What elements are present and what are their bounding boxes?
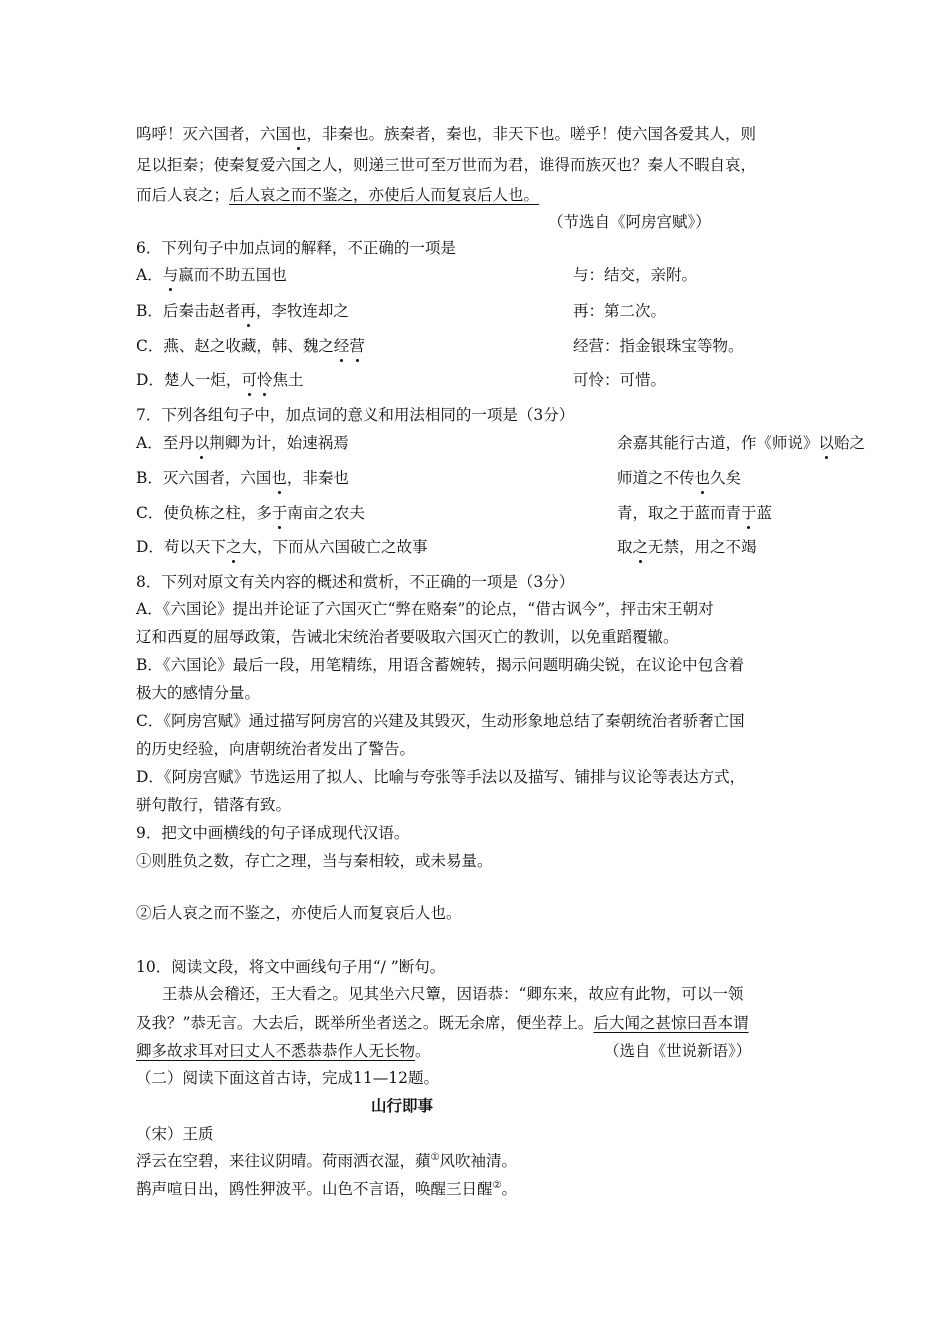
text: 久矣 (710, 469, 742, 487)
q7-stem: 7．下列各组句子中，加点词的意义和用法相同的一项是（3分） (136, 406, 575, 424)
dotted-word: 以 (818, 434, 835, 452)
text: 师道之不传 (617, 469, 695, 487)
q7-option-c (136, 503, 773, 523)
q7-option-c-right (617, 503, 772, 523)
q10-source: （选自《世说新语》） (604, 1042, 752, 1060)
text: 荆卿为计，始速祸焉 (209, 434, 349, 452)
dotted-word: 以 (193, 434, 210, 452)
dotted-word: 也 (271, 469, 287, 487)
text: ，非秦也 (286, 469, 349, 487)
text: D．苟以天下 (136, 538, 226, 556)
text: 浮云在空碧，来往议阴晴。荷雨洒衣湿，蘋 (136, 1152, 431, 1170)
q7-option-b-right (617, 468, 741, 488)
text: C．燕、赵之收藏，韩、魏之 (136, 337, 334, 355)
dotted-word: 再 (240, 302, 256, 320)
passage-source: （节选自《阿房宫赋》） (548, 213, 711, 231)
q10-stem: 10．阅读文段，将文中画线句子用“/ ”断句。 (136, 958, 446, 976)
dotted-word: 怜 (256, 371, 273, 389)
q7-option-a (136, 433, 866, 453)
passage-line-3 (136, 185, 539, 205)
q7-option-b (136, 468, 742, 488)
underlined-sentence: 后大闻之甚惊曰吾本谓 (593, 1014, 749, 1032)
q6-stem: 6．下列句子中加点词的解释，不正确的一项是 (136, 239, 456, 257)
q10-passage-line-1: 王恭从会稽还，王大看之。见其坐六尺簟，因语恭：“卿东来，故应有此物，可以一领 (162, 985, 744, 1003)
q7-option-d (136, 537, 757, 557)
dotted-word: 可 (241, 371, 257, 389)
text: D．楚人一炬， (136, 371, 242, 389)
dotted-word: 于 (271, 504, 288, 522)
q8-option-a-line1: A．《六国论》提出并论证了六国灭亡“弊在赂秦”的论点，“借古讽今”，抨击宋王朝对 (136, 600, 714, 618)
poem-line-2 (136, 1179, 517, 1199)
passage-line-1 (136, 124, 756, 144)
q8-option-b-line2: 极大的感情分量。 (136, 684, 261, 702)
q8-option-c-line1: C．《阿房宫赋》通过描写阿房宫的兴建及其毁灭，生动形象地总结了秦朝统治者骄奢亡国 (136, 712, 745, 730)
text: 嬴而不助五国也 (178, 266, 287, 284)
text: 贻之 (834, 434, 866, 452)
dotted-word: 营 (349, 337, 365, 355)
q7-option-d-right (617, 537, 757, 557)
text: 焦土 (272, 371, 304, 389)
dotted-word: 也 (694, 469, 711, 487)
dotted-word: 之 (632, 538, 649, 556)
poem-title: 山行即事 (371, 1097, 434, 1115)
underlined-sentence: 后人哀之而不鉴之，亦使后人而复哀后人也。 (229, 186, 540, 204)
q8-option-a-line2: 辽和西夏的屈辱政策，告诫北宋统治者要吸取六国灭亡的教训，以免重蹈覆辙。 (136, 628, 679, 646)
gloss: 经营：指金银珠宝等物。 (573, 337, 744, 355)
gloss: 可怜：可惜。 (573, 371, 667, 389)
footnote-marker: ② (492, 1179, 502, 1191)
text: ，李牧连却之 (255, 302, 349, 320)
q9-sentence-2: ②后人哀之而不鉴之，亦使后人而复哀后人也。 (136, 904, 462, 922)
q9-stem: 9．把文中画横线的句子译成现代汉语。 (136, 824, 410, 842)
text: 。 (501, 1180, 517, 1198)
passage-line-2: 足以拒秦；使秦复爱六国之人，则递三世可至万世而为君，谁得而族灭也？秦人不暇自哀， (136, 156, 757, 174)
text: B．灭六国者，六国 (136, 469, 272, 487)
text: A． (136, 266, 163, 284)
text: 及我？”恭无言。大去后，既举所坐者送之。既无余席，便坐荐上。 (136, 1014, 594, 1032)
text: 无禁，用之不竭 (648, 538, 757, 556)
text: ，非秦也。族秦者，秦也，非天下也。嗟乎！使六国各爱其人，则 (306, 125, 757, 143)
text: 而后人哀之； (136, 186, 230, 204)
text: B．后秦击赵者 (136, 302, 241, 320)
text: 。 (415, 1042, 431, 1060)
q7-option-a-right (617, 433, 865, 453)
text: 鹊声喧日出，鸥性狎波平。山色不言语，唤醒三日醒 (136, 1180, 493, 1198)
q6-option-c (136, 336, 744, 356)
text: A．至丹 (136, 434, 194, 452)
dotted-word: 也 (291, 125, 307, 143)
text: 余嘉其能行古道，作《师说》 (617, 434, 819, 452)
q10-passage-line-2 (136, 1013, 748, 1033)
q6-option-b (136, 301, 667, 321)
gloss: 再：第二次。 (573, 302, 667, 320)
section2-intro: （二）阅读下面这首古诗，完成11—12题。 (136, 1069, 439, 1087)
text: 青，取之于蓝而青 (617, 504, 742, 522)
gloss: 与：结交，亲附。 (573, 266, 698, 284)
poem-author: （宋）王质 (136, 1125, 214, 1143)
q9-sentence-1: ①则胜负之数，存亡之理，当与秦相较，或未易量。 (136, 852, 493, 870)
q8-option-c-line2: 的历史经验，向唐朝统治者发出了警告。 (136, 740, 416, 758)
dotted-word: 之 (225, 538, 242, 556)
text: 蓝 (756, 504, 773, 522)
q6-option-a (136, 265, 698, 285)
dotted-word: 于 (741, 504, 757, 522)
q10-passage-line-3 (136, 1041, 431, 1061)
dotted-word: 经 (333, 337, 350, 355)
q8-option-d-line2: 骈句散行，错落有致。 (136, 796, 292, 814)
poem-line-1 (136, 1151, 517, 1171)
q6-option-d (136, 370, 667, 390)
q8-option-d-line1: D．《阿房宫赋》节选运用了拟人、比喻与夸张等手法以及描写、铺排与议论等表达方式， (136, 768, 746, 786)
text: 风吹袖清。 (439, 1152, 517, 1170)
text: 大，下而从六国破亡之故事 (241, 538, 428, 556)
text: 取 (617, 538, 633, 556)
q8-option-b-line1: B．《六国论》最后一段，用笔精练，用语含蓄婉转，揭示问题明确尖锐，在议论中包含着 (136, 656, 745, 674)
text: C．使负栋之柱，多 (136, 504, 272, 522)
underlined-sentence: 卿多故求耳对曰丈人不悉恭恭作人无长物 (136, 1042, 416, 1060)
dotted-word: 与 (162, 266, 179, 284)
text: 南亩之农夫 (287, 504, 365, 522)
text: 呜呼！灭六国者，六国 (136, 125, 292, 143)
footnote-marker: ① (430, 1151, 440, 1163)
q8-stem: 8．下列对原文有关内容的概述和赏析，不正确的一项是（3分） (136, 573, 575, 591)
